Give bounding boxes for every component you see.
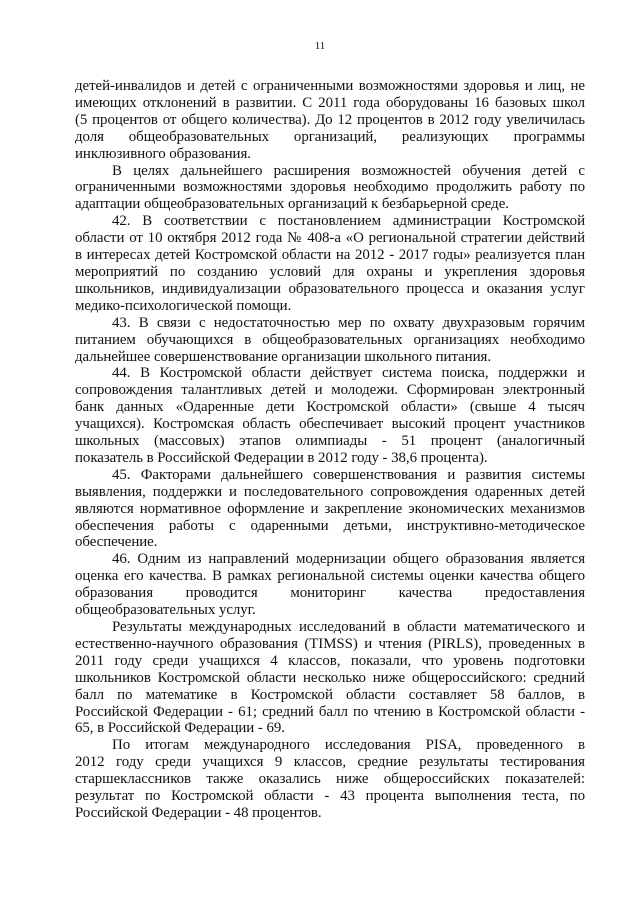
text-line: Российской Федерации - 48 процентов. [75, 804, 322, 821]
text-line: области от 10 октября 2012 года № 408-а «О региональной стратегии действий [75, 230, 585, 247]
text-line: 65, в Российской Федерации - 69. [75, 720, 285, 737]
text-line: По итогам международного исследования PISA, проведенного в [112, 737, 585, 754]
text-line: школьников Костромской области несколько ниже общероссийского: средний [75, 669, 585, 686]
text-line: 2011 году среди учащихся 4 классов, показали, что уровень подготовки [75, 652, 585, 669]
text-line: детей-инвалидов и детей с ограниченными возможностями здоровья и лиц, не [75, 78, 585, 94]
text-line: сопровождения талантливых детей и молодежи. Сформирован электронный [75, 382, 585, 399]
text-line: 44. В Костромской области действует система поиска, поддержки и [112, 365, 585, 382]
text-line: 2012 году среди учащихся 9 классов, средние результаты тестирования [75, 754, 585, 771]
paragraph [75, 737, 585, 822]
text-line: мероприятий по созданию условий для охраны и укрепления здоровья [75, 263, 585, 280]
text-line: Результаты международных исследований в области математического и [112, 619, 585, 635]
text-line: инклюзивного образования. [75, 145, 251, 162]
text-line: 46. Одним из направлений модернизации общего образования является [112, 551, 585, 568]
paragraph [75, 619, 585, 737]
text-line: оценка его качества. В рамках региональной системы оценки качества общего [75, 568, 585, 585]
paragraph [75, 213, 585, 314]
text-line: обеспечения работы с одаренными детьми, инструктивно-методическое [75, 517, 585, 534]
text-line: медико-психологической помощи. [75, 297, 292, 314]
text-line: естественно-научного образования (TIMSS) и чтения (PIRLS), проведенных в [75, 635, 585, 652]
text-line: балл по математике в Костромской области составляет 58 баллов, в [75, 686, 585, 703]
paragraph [75, 467, 585, 552]
text-line: показатель в Российской Федерации в 2012 году - 38,6 процента). [75, 449, 488, 466]
paragraph [75, 365, 585, 466]
paragraph [75, 78, 585, 163]
text-line: обеспечение. [75, 534, 158, 551]
text-line: образования проводится мониторинг качества предоставления [75, 585, 585, 602]
text-line: В целях дальнейшего расширения возможностей обучения детей с [112, 162, 585, 179]
text-line: имеющих отклонений в развитии. С 2011 года оборудованы 16 базовых школ [75, 94, 585, 111]
paragraph [75, 315, 585, 366]
paragraph [75, 551, 585, 619]
text-line: школьников, индивидуализации образовательного процесса и оказания услуг [75, 280, 585, 297]
text-line: являются нормативное оформление и закрепление экономических механизмов [75, 500, 585, 517]
text-line: питанием обучающихся в общеобразовательных организациях необходимо [75, 331, 585, 348]
text-line: выявления, поддержки и последовательного сопровождения одаренных детей [75, 483, 585, 500]
page-number: 11 [314, 40, 326, 52]
text-line: Российской Федерации - 61; средний балл по чтению в Костромской области - [75, 703, 585, 720]
text-line: учащихся). Костромская область обеспечивает высокий процент участников [75, 416, 585, 433]
text-line: 45. Факторами дальнейшего совершенствования и развития системы [112, 466, 585, 483]
text-line: общеобразовательных услуг. [75, 602, 256, 619]
text-line: доля общеобразовательных организаций, реализующих программы [75, 128, 585, 145]
text-line: школьных (массовых) этапов олимпиады - 51 процент (аналогичный [75, 433, 585, 450]
text-line: 43. В связи с недостаточностью мер по охвату двухразовым горячим [112, 314, 585, 331]
text-line: в интересах детей Костромской области на 2012 - 2017 годы» реализуется план [75, 247, 585, 264]
text-line: ограниченными возможностями здоровья необходимо продолжить работу по [75, 179, 585, 196]
text-line: дальнейшее совершенствование организации школьного питания. [75, 348, 491, 365]
text-line: (5 процентов от общего количества). До 12 процентов в 2012 году увеличилась [75, 111, 585, 128]
text-line: 42. В соответствии с постановлением администрации Костромской [112, 213, 585, 230]
document-body [75, 78, 585, 822]
paragraph [75, 163, 585, 214]
text-line: адаптации общеобразовательных организаций к безбарьерной среде. [75, 196, 509, 213]
text-line: банк данных «Одаренные дети Костромской области» (свыше 4 тысяч [75, 399, 585, 416]
text-line: старшеклассников также оказались ниже общероссийских показателей: [75, 771, 585, 788]
text-line: результат по Костромской области - 43 процента выполнения теста, по [75, 788, 585, 805]
